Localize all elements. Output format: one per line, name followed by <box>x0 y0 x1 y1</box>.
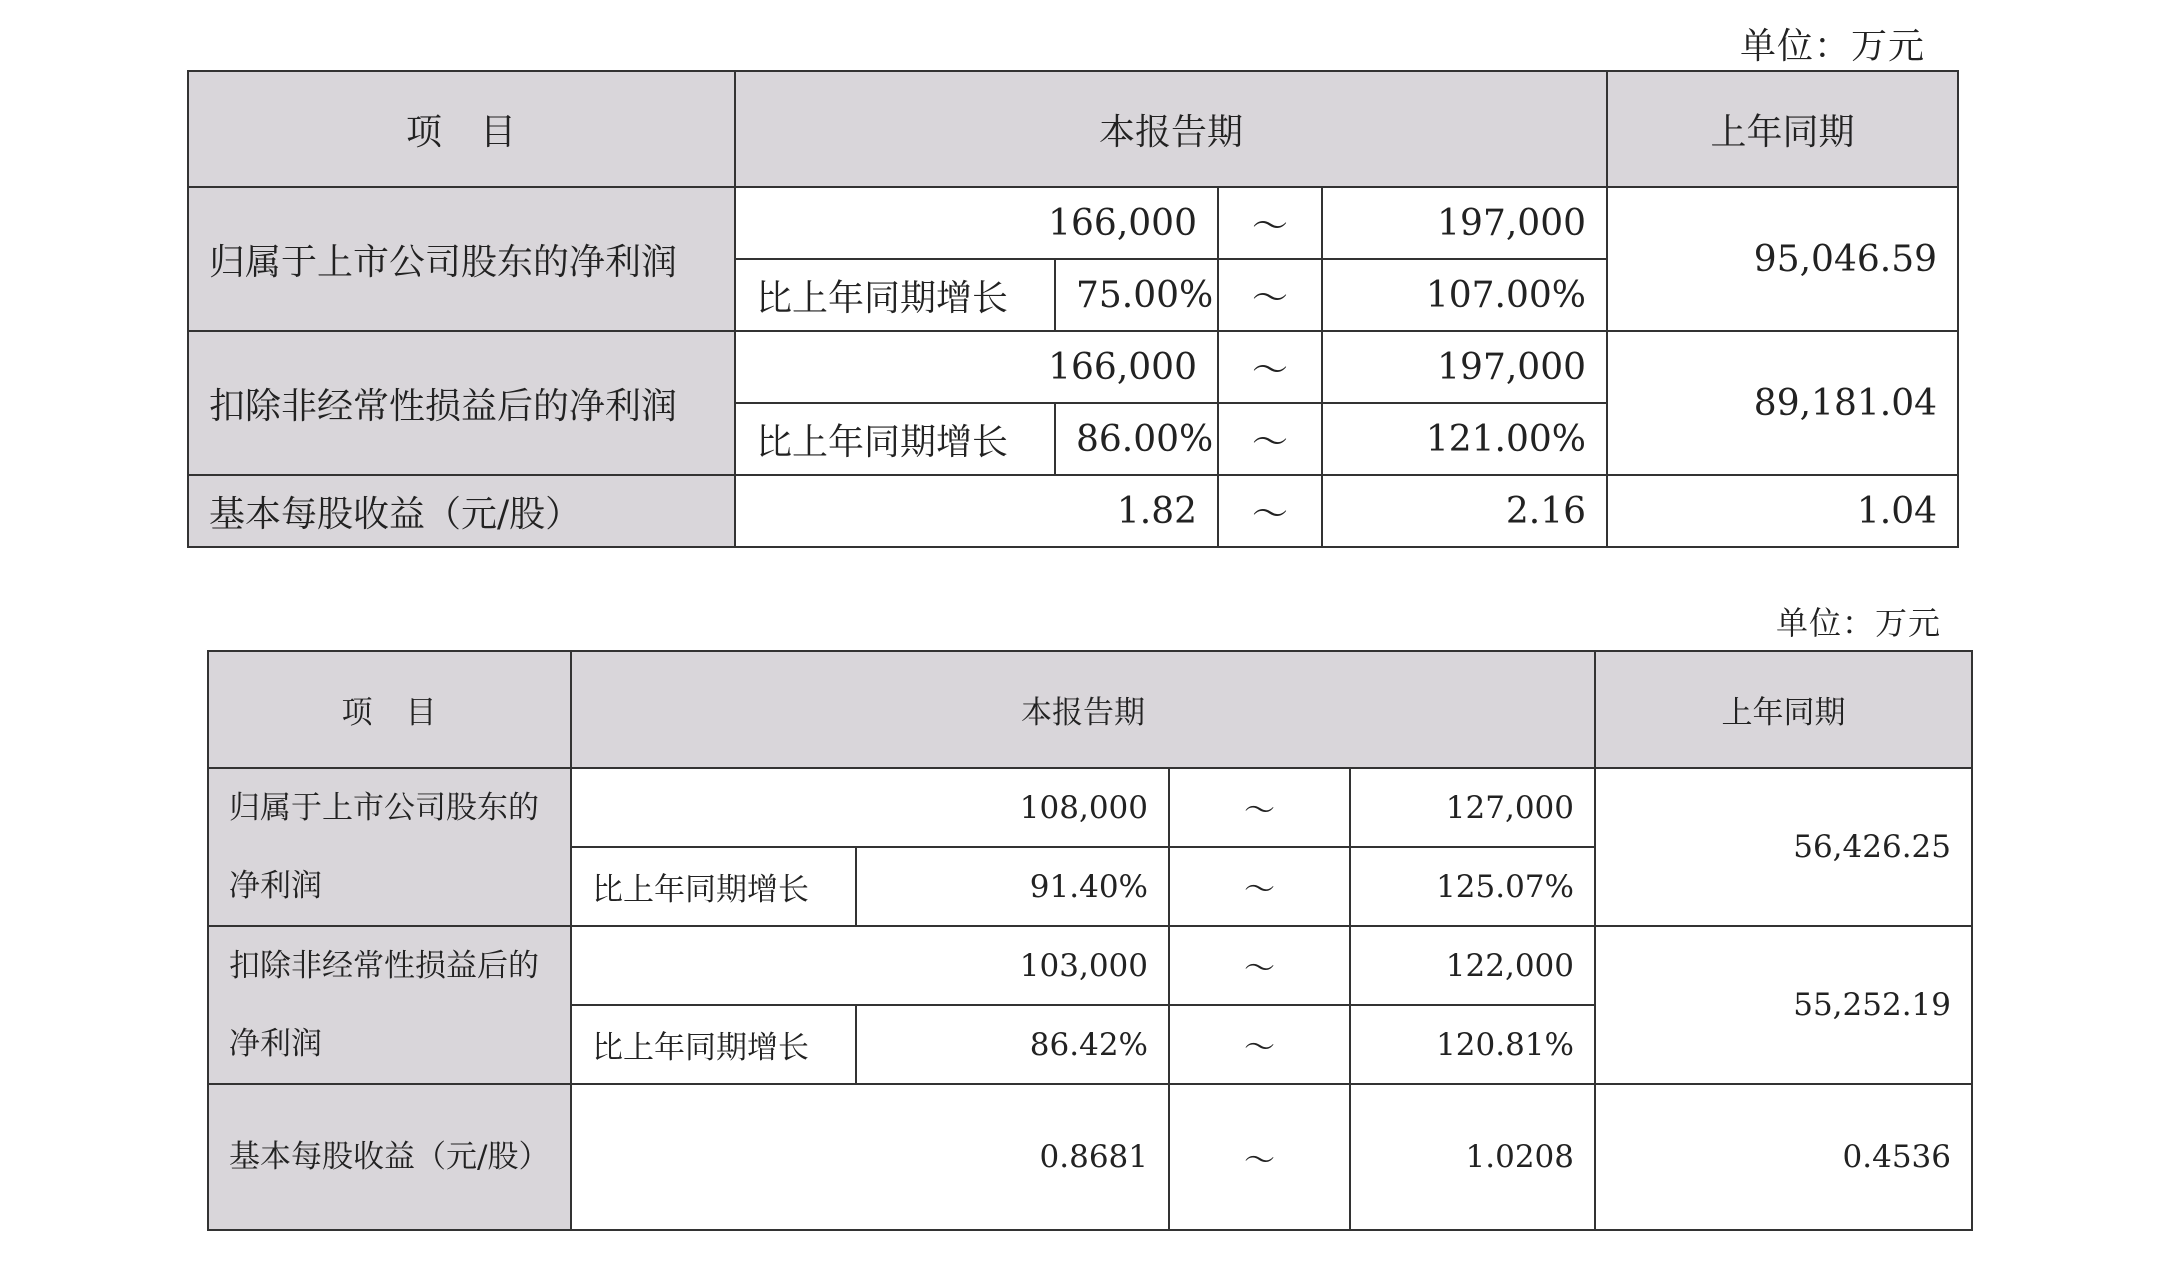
value-high: 127,000 <box>1350 768 1595 847</box>
growth-low: 91.40% <box>856 847 1169 926</box>
range-tilde: ～ <box>1218 403 1322 475</box>
range-tilde: ～ <box>1169 1005 1350 1084</box>
growth-low: 86.42% <box>856 1005 1169 1084</box>
growth-label: 比上年同期增长 <box>571 1005 856 1084</box>
row-label: 基本每股收益（元/股） <box>208 1084 571 1230</box>
prior-value: 89,181.04 <box>1607 331 1958 475</box>
forecast-table <box>187 70 1959 548</box>
table-row <box>188 475 1958 547</box>
prior-value: 0.4536 <box>1595 1084 1972 1230</box>
growth-low: 75.00% <box>1055 259 1218 331</box>
growth-high: 107.00% <box>1322 259 1607 331</box>
range-tilde: ～ <box>1218 331 1322 403</box>
growth-label: 比上年同期增长 <box>735 259 1055 331</box>
value-high: 122,000 <box>1350 926 1595 1005</box>
range-tilde: ～ <box>1218 187 1322 259</box>
header-prior-period: 上年同期 <box>1607 71 1958 187</box>
growth-label: 比上年同期增长 <box>571 847 856 926</box>
growth-high: 120.81% <box>1350 1005 1595 1084</box>
value-low: 166,000 <box>735 331 1218 403</box>
row-label: 归属于上市公司股东的净利润 <box>188 187 735 331</box>
growth-low: 86.00% <box>1055 403 1218 475</box>
range-tilde: ～ <box>1218 259 1322 331</box>
table-row <box>188 331 1958 403</box>
header-current-period: 本报告期 <box>735 71 1607 187</box>
range-tilde: ～ <box>1169 926 1350 1005</box>
prior-value: 95,046.59 <box>1607 187 1958 331</box>
range-tilde: ～ <box>1218 475 1322 547</box>
row-label: 基本每股收益（元/股） <box>188 475 735 547</box>
value-low: 108,000 <box>571 768 1169 847</box>
table-row <box>208 1084 1972 1230</box>
table-row <box>208 926 1972 1005</box>
table-row <box>188 187 1958 259</box>
forecast-table <box>207 650 1973 1231</box>
table-header-row <box>208 651 1972 768</box>
table-row <box>208 768 1972 847</box>
range-tilde: ～ <box>1169 768 1350 847</box>
row-label: 扣除非经常性损益后的净利润 <box>208 926 571 1084</box>
value-high: 197,000 <box>1322 331 1607 403</box>
growth-high: 125.07% <box>1350 847 1595 926</box>
unit-label: 单位：万元 <box>1776 604 1942 642</box>
value-low: 0.8681 <box>571 1084 1169 1230</box>
growth-label: 比上年同期增长 <box>735 403 1055 475</box>
row-label: 扣除非经常性损益后的净利润 <box>188 331 735 475</box>
value-low: 103,000 <box>571 926 1169 1005</box>
header-prior-period: 上年同期 <box>1595 651 1972 768</box>
value-high: 2.16 <box>1322 475 1607 547</box>
table-header-row <box>188 71 1958 187</box>
unit-label: 单位：万元 <box>1740 26 1926 67</box>
value-low: 1.82 <box>735 475 1218 547</box>
range-tilde: ～ <box>1169 1084 1350 1230</box>
header-item: 项 目 <box>188 71 735 187</box>
value-high: 1.0208 <box>1350 1084 1595 1230</box>
header-item: 项 目 <box>208 651 571 768</box>
value-low: 166,000 <box>735 187 1218 259</box>
row-label: 归属于上市公司股东的净利润 <box>208 768 571 926</box>
prior-value: 55,252.19 <box>1595 926 1972 1084</box>
prior-value: 1.04 <box>1607 475 1958 547</box>
value-high: 197,000 <box>1322 187 1607 259</box>
header-current-period: 本报告期 <box>571 651 1595 768</box>
growth-high: 121.00% <box>1322 403 1607 475</box>
range-tilde: ～ <box>1169 847 1350 926</box>
prior-value: 56,426.25 <box>1595 768 1972 926</box>
